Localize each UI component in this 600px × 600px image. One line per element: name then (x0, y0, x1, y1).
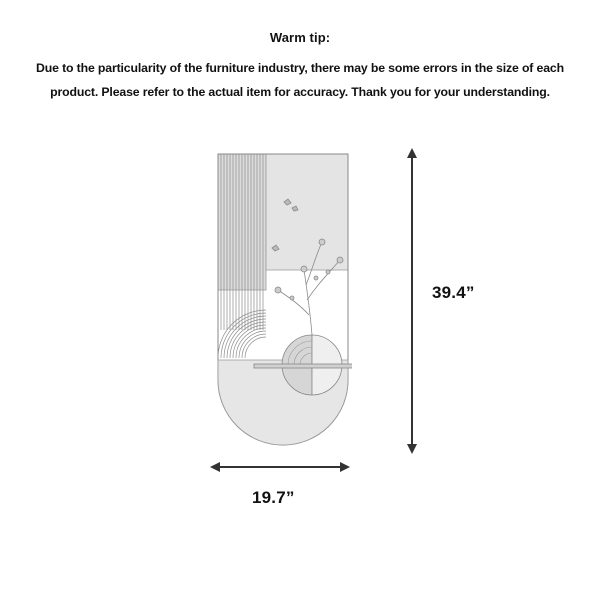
notice-line-2: product. Please refer to the actual item for accuracy. Thank you for your understanding. (50, 85, 550, 99)
height-dimension-label: 39.4” (432, 283, 475, 302)
left-striped-strip (218, 154, 266, 358)
height-dimension-arrow (402, 148, 422, 454)
width-dimension-label: 19.7” (252, 488, 295, 507)
notice-title: Warm tip: (269, 30, 331, 45)
notice-line-1: Due to the particularity of the furniture industry, there may be some errors in the size of each (36, 61, 564, 75)
right-arched-panel (266, 154, 348, 270)
warm-tip-notice (0, 30, 600, 104)
wall-art-panel (212, 150, 352, 450)
width-dimension-arrow (210, 460, 350, 474)
